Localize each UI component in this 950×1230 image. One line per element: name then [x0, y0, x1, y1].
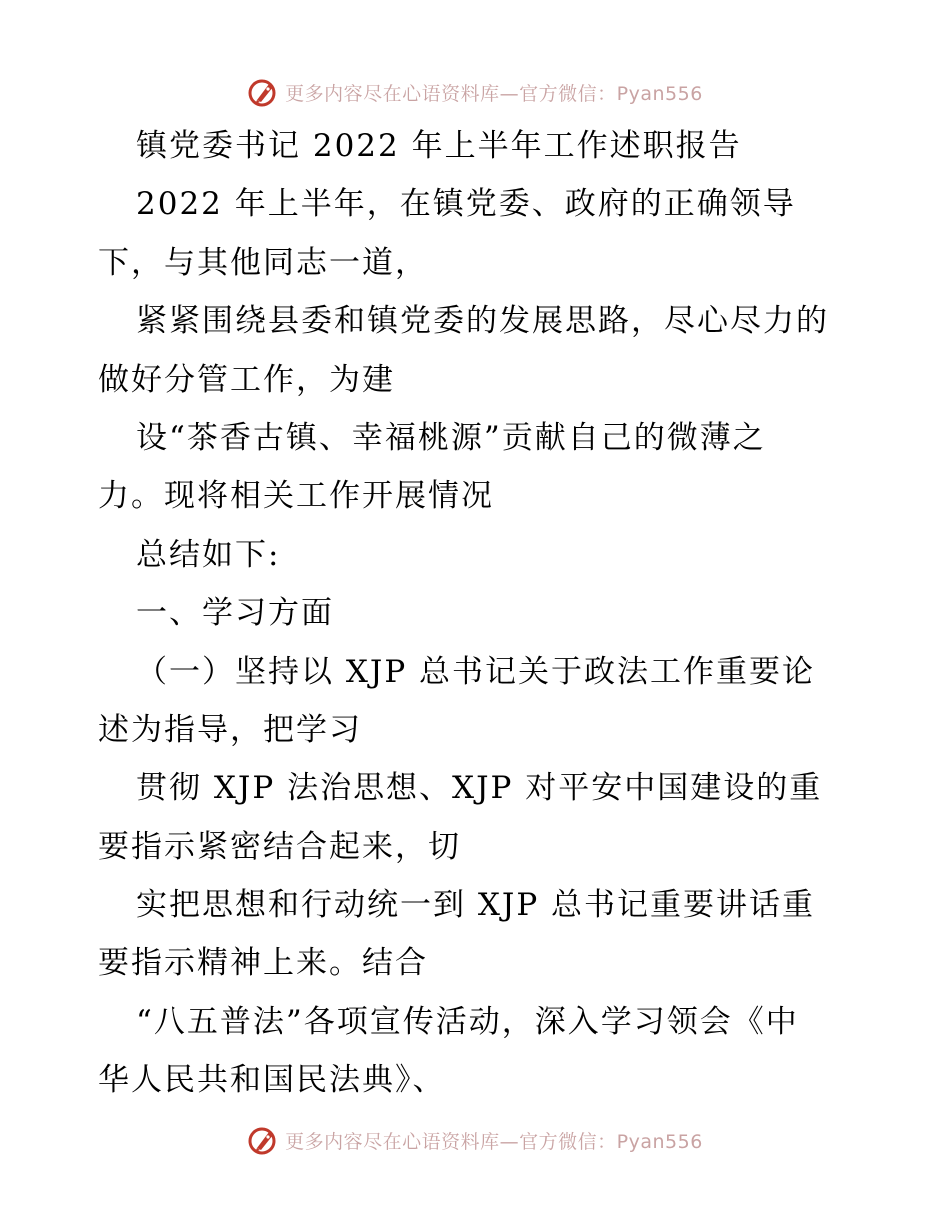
text-line: 实把思想和行动统一到 XJP 总书记重要讲话重	[136, 887, 816, 924]
text-line: 下，与其他同志一道，	[98, 244, 428, 281]
text-line: 一、学习方面	[136, 595, 334, 632]
text-line: “八五普法”各项宣传活动，深入学习领会《中	[136, 1003, 799, 1040]
footer-watermark-banner	[0, 1118, 950, 1162]
text-line: 要指示紧密结合起来，切	[98, 828, 461, 865]
header-watermark-banner	[0, 70, 950, 114]
text-line: 华人民共和国民法典》、	[98, 1062, 446, 1099]
document-body	[98, 122, 858, 1115]
text-line: 设“茶香古镇、幸福桃源”贡献自己的微薄之	[136, 419, 766, 456]
text-line: （一）坚持以 XJP 总书记关于政法工作重要论	[136, 653, 816, 690]
text-line: 力。现将相关工作开展情况	[98, 478, 494, 515]
text-line: 总结如下:	[136, 536, 281, 573]
text-line: 紧紧围绕县委和镇党委的发展思路，尽心尽力的	[136, 303, 829, 340]
pen-nib-logo-icon	[247, 1124, 279, 1156]
text-line: 述为指导，把学习	[98, 711, 362, 748]
text-line: 要指示精神上来。结合	[98, 945, 428, 982]
watermark-text: 更多内容尽在心语资料库—官方微信：Pyan556	[285, 82, 703, 105]
text-line: 镇党委书记 2022 年上半年工作述职报告	[136, 128, 742, 164]
text-line: 贯彻 XJP 法治思想、XJP 对平安中国建设的重	[136, 770, 823, 807]
text-line: 做好分管工作，为建	[98, 361, 395, 398]
watermark-text: 更多内容尽在心语资料库—官方微信：Pyan556	[285, 1130, 703, 1153]
text-line: 2022 年上半年，在镇党委、政府的正确领导	[136, 186, 796, 223]
pen-nib-logo-icon	[247, 76, 279, 108]
